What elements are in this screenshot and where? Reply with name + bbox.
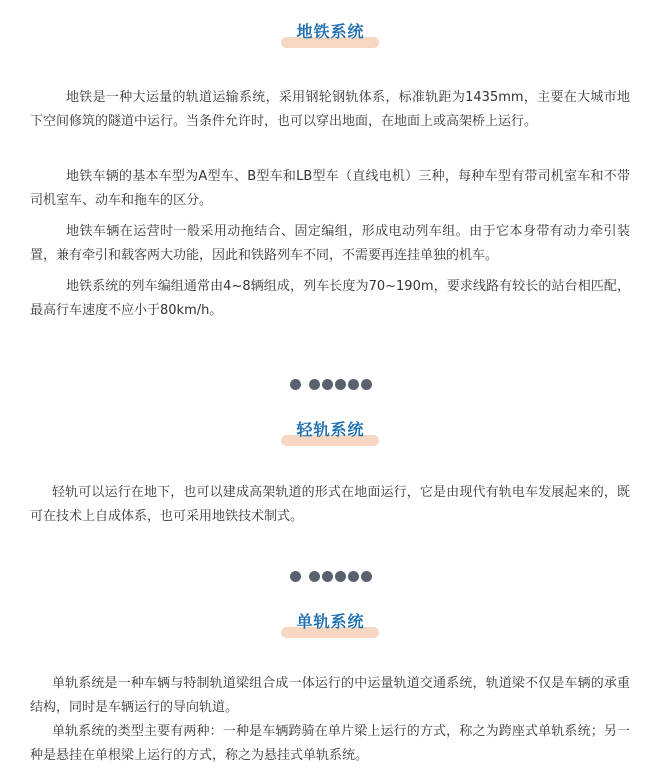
divider-dot (348, 571, 359, 582)
monorail-paragraph-2: 单轨系统的类型主要有两种：一种是车辆跨骑在单片梁上运行的方式，称之为跨座式单轨系统；另一种是悬挂在单根梁上运行的方式，称之为悬挂式单轨系统。 (30, 724, 630, 763)
divider-dot (335, 379, 346, 390)
light-rail-paragraph-1: 轻轨可以运行在地下，也可以建成高架轨道的形式在地面运行，它是由现代有轨电车发展起来的，既可在技术上自成体系，也可采用地铁技术制式。 (30, 485, 630, 524)
divider-dot (348, 379, 359, 390)
divider-dot (322, 571, 333, 582)
divider-dot (361, 571, 372, 582)
section-divider-dots (0, 379, 661, 390)
divider-dot (361, 379, 372, 390)
section-title-monorail (0, 609, 661, 632)
section-title-subway-wrap (296, 19, 364, 42)
section-title-subway-text: 地铁系统 (296, 22, 365, 41)
section-divider-dots (0, 571, 661, 582)
subway-paragraph-1: 地铁是一种大运量的轨道运输系统，采用钢轮钢轨体系，标准轨距为1435mm，主要在大城市地下空间修筑的隧道中运行。当条件允许时，也可以穿出地面，在地面上或高架桥上运行。 (30, 90, 630, 129)
divider-dot (290, 571, 301, 582)
subway-paragraph-4: 地铁系统的列车编组通常由4~8辆组成，列车长度为70~190m，要求线路有较长的站台相匹配，最高行车速度不应小于80km/h。 (30, 279, 630, 318)
monorail-paragraph-1: 单轨系统是一种车辆与特制轨道梁组合成一体运行的中运量轨道交通系统，轨道梁不仅是车辆的承重结构，同时是车辆运行的导向轨道。 (30, 676, 630, 715)
divider-dot (309, 379, 320, 390)
section-title-light-rail-wrap (296, 417, 364, 440)
subway-paragraph-3: 地铁车辆在运营时一般采用动拖结合、固定编组，形成电动列车组。由于它本身带有动力牵引装置，兼有牵引和载客两大功能，因此和铁路列车不同，不需要再连挂单独的机车。 (30, 224, 630, 263)
section-title-monorail-wrap (296, 609, 364, 632)
divider-dot (309, 571, 320, 582)
divider-dot (290, 379, 301, 390)
section-title-light-rail (0, 417, 661, 440)
subway-paragraph-2: 地铁车辆的基本车型为A型车、B型车和LB型车（直线电机）三种，每种车型有带司机室车和不带司机室车、动车和拖车的区分。 (30, 169, 630, 208)
section-title-subway (0, 19, 661, 42)
divider-dot (322, 379, 333, 390)
divider-dot (335, 571, 346, 582)
section-title-monorail-text: 单轨系统 (296, 612, 365, 631)
section-title-light-rail-text: 轻轨系统 (296, 420, 365, 439)
